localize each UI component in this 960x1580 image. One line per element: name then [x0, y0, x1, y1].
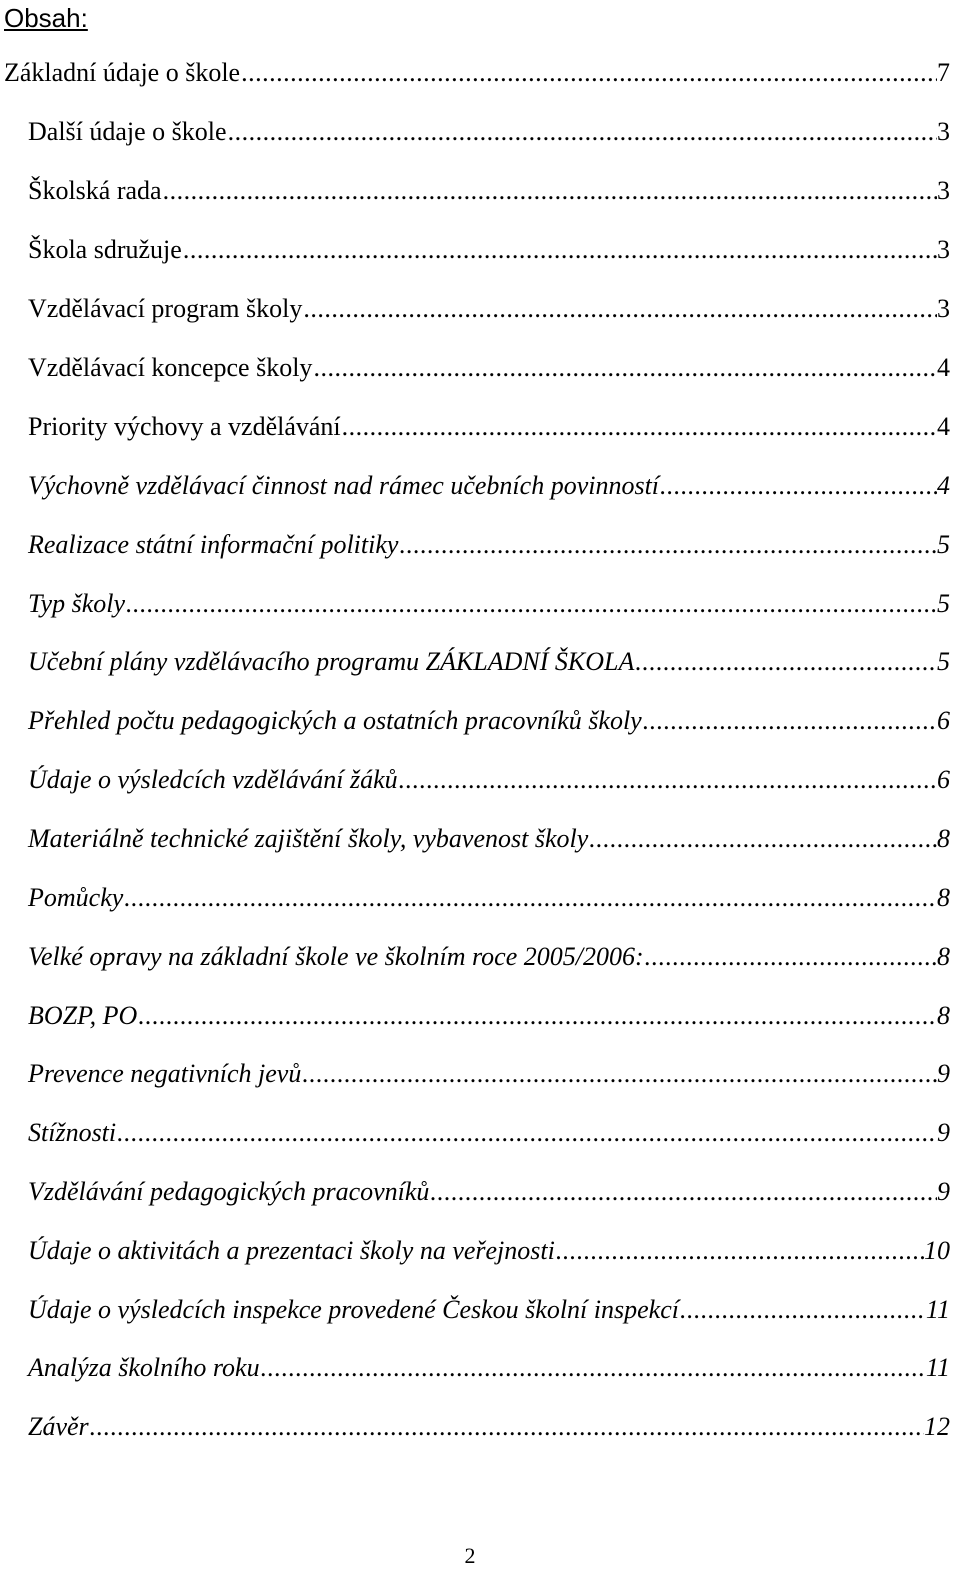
toc-entry-title: Závěr [28, 1412, 89, 1441]
toc-entry[interactable] [28, 705, 950, 737]
toc-leader-dots [182, 234, 937, 266]
toc-entry-title: Údaje o výsledcích inspekce provedené Českou školní inspekcí [28, 1295, 679, 1324]
toc-leader-dots [429, 1176, 937, 1208]
toc-entry[interactable] [28, 823, 950, 855]
toc-entry-title: Vzdělávací program školy [28, 294, 303, 323]
toc-entry-title: Základní údaje o škole [4, 58, 241, 87]
toc-leader-dots [644, 941, 937, 973]
toc-entry-page: 11 [925, 1295, 950, 1324]
toc-entry-title: Analýza školního roku [28, 1353, 260, 1382]
toc-entry-page: 8 [937, 883, 950, 912]
toc-entry[interactable] [28, 411, 950, 443]
toc-entry-page: 12 [924, 1412, 950, 1441]
toc-entry-title: Prevence negativních jevů [28, 1059, 302, 1088]
toc-entry[interactable] [28, 1352, 950, 1384]
toc-leader-dots [162, 175, 937, 207]
toc-leader-dots [89, 1411, 924, 1443]
toc-leader-dots [260, 1352, 926, 1384]
toc-entry-title: Priority výchovy a vzdělávání [28, 412, 341, 441]
toc-entry[interactable] [28, 529, 950, 561]
toc-entry-page: 5 [937, 530, 950, 559]
toc-leader-dots [634, 646, 937, 678]
toc-leader-dots [341, 411, 937, 443]
page-number: 2 [464, 1543, 476, 1568]
toc-entry[interactable] [28, 588, 950, 620]
toc-entry-page: 8 [937, 942, 950, 971]
toc-leader-dots [312, 352, 937, 384]
toc-entry-page: 9 [937, 1059, 950, 1088]
toc-entry-page: 5 [937, 589, 950, 618]
toc-entry[interactable] [28, 175, 950, 207]
toc-entry-title: Realizace státní informační politiky [28, 530, 399, 559]
toc-entry[interactable] [28, 646, 950, 678]
toc-entry-title: Škola sdružuje [28, 235, 182, 264]
toc-heading: Obsah: [4, 3, 88, 33]
toc-entry[interactable] [28, 1117, 950, 1149]
toc-entry[interactable] [28, 1294, 950, 1326]
toc-entry[interactable] [28, 882, 950, 914]
toc-entry-title: Velké opravy na základní škole ve školním roce 2005/2006: [28, 942, 644, 971]
toc-entry[interactable] [28, 293, 950, 325]
toc-leader-dots [240, 57, 937, 89]
toc-entry-page: 8 [937, 824, 950, 853]
toc-entry-page: 8 [937, 1001, 950, 1030]
toc-leader-dots [125, 588, 937, 620]
toc-leader-dots [227, 116, 937, 148]
toc-leader-dots [302, 293, 937, 325]
toc-entry[interactable] [28, 234, 950, 266]
toc-entry-title: Výchovně vzdělávací činnost nad rámec učebních povinností [28, 471, 660, 500]
toc-entry-page: 6 [937, 706, 950, 735]
toc-leader-dots [642, 705, 937, 737]
toc-entry-title: Údaje o aktivitách a prezentaci školy na veřejnosti [28, 1236, 555, 1265]
toc-entry-title: Vzdělávací koncepce školy [28, 353, 313, 382]
toc-entry-title: Školská rada [28, 176, 162, 205]
toc-entry-page: 9 [937, 1177, 950, 1206]
toc-entry-title: Učební plány vzdělávacího programu ZÁKLADNÍ ŠKOLA [28, 647, 635, 676]
toc-entry[interactable] [28, 1058, 950, 1090]
toc-leader-dots [116, 1117, 937, 1149]
toc-entry-title: Materiálně technické zajištění školy, vybavenost školy [28, 824, 589, 853]
toc-entry-page: 5 [937, 647, 950, 676]
toc-entry-page: 6 [937, 765, 950, 794]
toc-leader-dots [659, 470, 937, 502]
toc-entry-page: 11 [925, 1353, 950, 1382]
toc-entry[interactable] [4, 57, 950, 89]
toc-leader-dots [588, 823, 937, 855]
toc-entry-title: Další údaje o škole [28, 117, 227, 146]
toc-entry-title: Údaje o výsledcích vzdělávání žáků [28, 765, 398, 794]
toc-entry[interactable] [28, 764, 950, 796]
toc-entry-page: 10 [924, 1236, 950, 1265]
toc-entry-title: Stížnosti [28, 1118, 117, 1147]
toc-entry-page: 4 [937, 353, 950, 382]
toc-leader-dots [679, 1294, 926, 1326]
toc-entry-page: 3 [937, 235, 950, 264]
toc-entry[interactable] [28, 1235, 950, 1267]
toc-entry-title: Vzdělávání pedagogických pracovníků [28, 1177, 430, 1206]
toc-entry[interactable] [28, 1411, 950, 1443]
toc-entry[interactable] [28, 470, 950, 502]
toc-entry[interactable] [28, 1000, 950, 1032]
toc-entry-page: 3 [937, 176, 950, 205]
toc-entry-page: 3 [937, 294, 950, 323]
toc-entry-title: BOZP, PO [28, 1001, 138, 1030]
toc-leader-dots [555, 1235, 924, 1267]
toc-leader-dots [301, 1058, 937, 1090]
toc-leader-dots [137, 1000, 937, 1032]
toc-leader-dots [398, 764, 937, 796]
toc-entry[interactable] [28, 1176, 950, 1208]
toc-leader-dots [398, 529, 937, 561]
toc-entry-title: Pomůcky [28, 883, 124, 912]
toc-leader-dots [123, 882, 937, 914]
toc-entry-title: Přehled počtu pedagogických a ostatních pracovníků školy [28, 706, 642, 735]
toc-entry-page: 3 [937, 117, 950, 146]
toc-entry-page: 9 [937, 1118, 950, 1147]
toc-entry-page: 7 [937, 58, 950, 87]
toc-entry[interactable] [28, 941, 950, 973]
toc-entry[interactable] [28, 352, 950, 384]
toc-entry-page: 4 [937, 471, 950, 500]
toc-entry[interactable] [28, 116, 950, 148]
toc-entry-title: Typ školy [28, 589, 125, 618]
toc-entry-page: 4 [937, 412, 950, 441]
